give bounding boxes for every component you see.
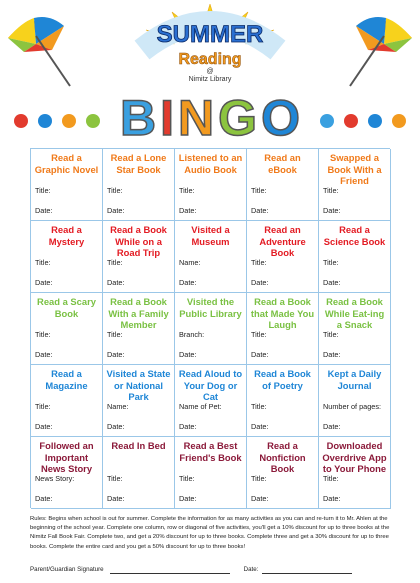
cell-task: Followed an Important News Story [39,440,94,474]
name-field[interactable]: Name: [107,402,129,411]
date-field[interactable]: Date: [35,494,53,503]
bingo-letter-o: O [261,90,300,146]
beach-umbrella-icon [4,8,76,90]
pet-name-field[interactable]: Name of Pet: [179,402,222,411]
date-field[interactable]: Date: [179,206,197,215]
date-field[interactable]: Date: [251,422,269,431]
date-field[interactable]: Date: [323,206,341,215]
date-field[interactable]: Date: [107,206,125,215]
title-field[interactable]: Title: [35,258,51,267]
title-field[interactable]: Title: [107,330,123,339]
cell-task: Read a Magazine [45,368,88,391]
date-field[interactable]: Date: [179,350,197,359]
rules-text: Rules: Begins when school is out for summer. Complete the information for as many activities as you can and re-turn it to Mr. Ahlen at the beginning of the school year. Complete one column, row or diagonal of five activities, you'll get a 10% discount for up to three books at the Nimitz Fall Book Fair. Complete two, and get a 20% discount for up to three books. Complete three and get a 30% discount for up to three books. Complete the entire card and you get a 50% discount for up to three books! [30,516,390,550]
bingo-cell-r1c4[interactable] [247,149,319,221]
summer-reading-logo [112,4,308,84]
bingo-cell-r4c1[interactable] [31,365,103,437]
cell-task: Read In Bed [111,440,166,451]
parent-signature-label: Parent/Guardian Signature [30,566,104,573]
cell-task: Visited a State or National Park [106,368,171,402]
cell-task: Read a Science Book [323,224,386,247]
bingo-cell-r1c1[interactable] [31,149,103,221]
date-field[interactable]: Date: [107,350,125,359]
date-field[interactable]: Date: [179,278,197,287]
date-field[interactable]: Date: [323,422,341,431]
cell-task: Read a Lone Star Book [110,152,167,175]
bingo-cell-r1c3[interactable] [175,149,247,221]
title-field[interactable]: Title: [323,474,339,483]
date-field[interactable]: Date: [251,206,269,215]
dot [368,114,382,128]
cell-task: Read a Best Friend's Book [179,440,242,463]
date-field[interactable]: Date: [323,350,341,359]
title-field[interactable]: Title: [107,258,123,267]
beach-umbrella-icon [344,8,416,90]
title-field[interactable]: Title: [323,186,339,195]
date-field[interactable]: Date: [179,422,197,431]
date-field[interactable]: Date: [251,278,269,287]
bingo-cell-r2c1[interactable] [31,221,103,293]
title-field[interactable]: Title: [179,186,195,195]
bingo-cell-r5c3[interactable] [175,437,247,509]
dot [344,114,358,128]
name-field[interactable]: Name: [179,258,201,267]
cell-task: Read an eBook [264,152,301,175]
cell-task: Read a Nonfiction Book [259,440,306,474]
cell-task: Listened to an Audio Book [178,152,243,175]
bingo-letter-i: I [160,90,175,146]
cell-task: Kept a Daily Journal [327,368,382,391]
title-field[interactable]: Title: [251,330,267,339]
cell-task: Visited a Museum [191,224,230,247]
bingo-cell-r5c5[interactable] [319,437,391,509]
date-field[interactable]: Date: [251,350,269,359]
dot [320,114,334,128]
title-field[interactable]: Title: [179,474,195,483]
cell-task: Downloaded Overdrive App to Your Phone [322,440,387,474]
cell-task: Read a Book While on a Road Trip [110,224,167,258]
title-field[interactable]: Title: [323,258,339,267]
title-field[interactable]: Title: [35,186,51,195]
bingo-cell-r3c2[interactable] [103,293,175,365]
title-field[interactable]: Title: [323,330,339,339]
date-field[interactable]: Date: [251,494,269,503]
dot [62,114,76,128]
bingo-cell-r3c3[interactable] [175,293,247,365]
cell-task: Read an Adventure Book [259,224,306,258]
date-field[interactable]: Date: [35,350,53,359]
dot [392,114,406,128]
bingo-cell-r5c4[interactable] [247,437,319,509]
date-field[interactable]: Date: [35,422,53,431]
bingo-cell-r2c2[interactable] [103,221,175,293]
cell-task: Swapped a Book With a Friend [327,152,382,186]
date-field[interactable]: Date: [35,206,53,215]
bingo-cell-r5c1[interactable] [31,437,103,509]
bingo-cell-r1c2[interactable] [103,149,175,221]
bingo-letter-n: N [178,90,215,146]
bingo-cell-r3c5[interactable] [319,293,391,365]
parent-signature-field[interactable] [110,566,230,574]
bingo-cell-r3c1[interactable] [31,293,103,365]
bingo-cell-r1c5[interactable] [319,149,391,221]
cell-task: Read a Scary Book [37,296,96,319]
cell-task: Read a Mystery [48,224,85,247]
date-field[interactable]: Date: [107,278,125,287]
title-field[interactable]: Title: [107,474,123,483]
signature-row [30,566,398,574]
bingo-cell-r4c3[interactable] [175,365,247,437]
bingo-cell-r2c5[interactable] [319,221,391,293]
title-field[interactable]: Title: [35,330,51,339]
bingo-letter-g: G [218,90,258,146]
bingo-cell-r3c4[interactable] [247,293,319,365]
date-field[interactable]: Date: [35,278,53,287]
pages-field[interactable]: Number of pages: [323,402,382,411]
date-field[interactable]: Date: [179,494,197,503]
logo-at: @ [206,68,214,75]
cell-task: Read a Graphic Novel [34,152,99,175]
bingo-board [30,148,390,508]
cell-task: Read a Book With a Family Member [108,296,169,330]
logo-library: Nimitz Library [188,76,232,83]
title-field[interactable]: Title: [35,402,51,411]
title-field[interactable]: Title: [251,186,267,195]
cell-task: Read Aloud to Your Dog or Cat [178,368,243,402]
bingo-cell-r4c2[interactable] [103,365,175,437]
cell-task: Read a Book that Made You Laugh [250,296,315,330]
bingo-cell-r4c5[interactable] [319,365,391,437]
signature-date-field[interactable] [262,566,352,574]
date-field[interactable]: Date: [323,494,341,503]
news-story-field[interactable]: News Story: [35,474,75,483]
dot [86,114,100,128]
bingo-letter-b: B [120,90,157,146]
cell-task: Read a Book While Eat-ing a Snack [324,296,385,330]
cell-task: Visited the Public Library [179,296,242,319]
logo-title: SUMMER [156,21,264,48]
bingo-cell-r2c4[interactable] [247,221,319,293]
title-field[interactable]: Title: [107,186,123,195]
branch-field[interactable]: Branch: [179,330,205,339]
logo-subtitle: Reading [178,51,242,68]
bingo-title [100,88,320,148]
bingo-cell-r2c3[interactable] [175,221,247,293]
cell-task: Read a Book of Poetry [254,368,311,391]
dot [38,114,52,128]
date-field[interactable]: Date: [107,422,125,431]
signature-date-label: Date: [243,566,259,573]
bingo-cell-r5c2[interactable] [103,437,175,509]
bingo-cell-r4c4[interactable] [247,365,319,437]
date-field[interactable]: Date: [323,278,341,287]
dot [14,114,28,128]
title-field[interactable]: Title: [251,402,267,411]
title-field[interactable]: Title: [251,474,267,483]
date-field[interactable]: Date: [107,494,125,503]
title-field[interactable]: Title: [251,258,267,267]
